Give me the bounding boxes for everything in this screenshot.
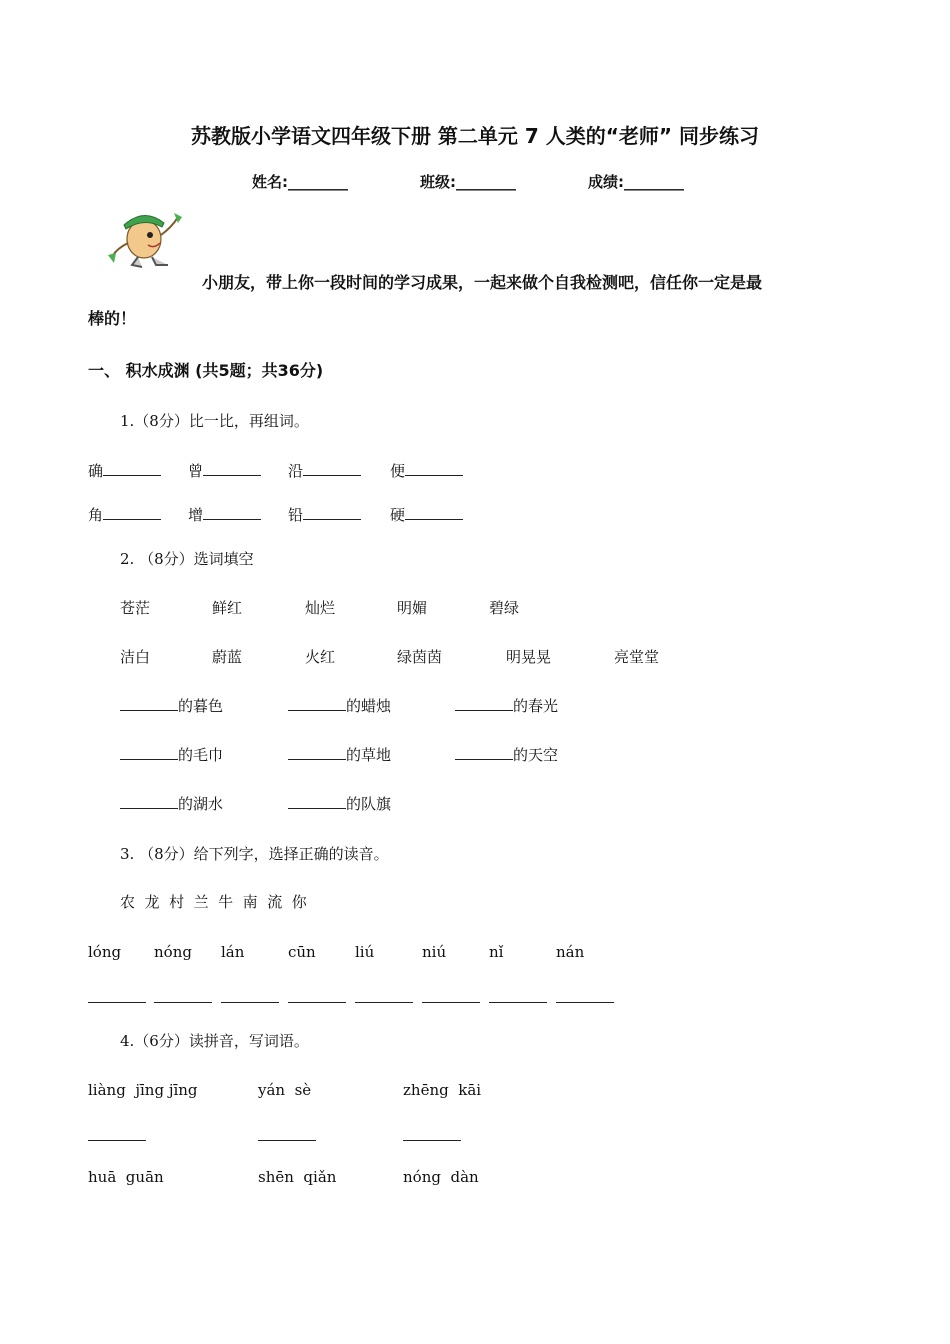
q2-fill-item[interactable]: 的毛巾 bbox=[120, 744, 223, 765]
q4-pinyin: zhēng kāi bbox=[403, 1081, 482, 1099]
q4-pinyin: nóng dàn bbox=[403, 1168, 479, 1186]
q4-pinyin: shēn qiǎn bbox=[258, 1168, 337, 1186]
q3-pinyin: cūn bbox=[288, 943, 316, 961]
q3-pinyin: nán bbox=[556, 943, 585, 961]
q2-fill-item[interactable]: 的暮色 bbox=[120, 695, 223, 716]
score-field[interactable]: 成绩:________ bbox=[588, 173, 684, 191]
answer-blank[interactable] bbox=[403, 1126, 461, 1141]
section-heading: 一、 积水成渊 (共5题；共36分) bbox=[88, 361, 324, 380]
q4-pinyin: huā guān bbox=[88, 1168, 164, 1186]
mascot-image bbox=[106, 205, 188, 271]
question-3-prompt: 3. （8分）给下列字，选择正确的读音。 bbox=[120, 845, 389, 863]
q1-item[interactable]: 铅 bbox=[288, 504, 361, 525]
q1-item[interactable]: 沿 bbox=[288, 460, 361, 481]
q3-pinyin: niú bbox=[422, 943, 447, 961]
q2-word: 苍茫 bbox=[120, 599, 151, 617]
q3-pinyin: nóng bbox=[154, 943, 192, 961]
answer-blank[interactable] bbox=[154, 988, 212, 1003]
q1-item[interactable]: 曾 bbox=[188, 460, 261, 481]
q2-fill-item[interactable]: 的春光 bbox=[455, 695, 558, 716]
q2-word: 明晃晃 bbox=[506, 648, 552, 666]
q2-word: 火红 bbox=[305, 648, 336, 666]
class-field[interactable]: 班级:________ bbox=[420, 173, 516, 191]
q2-fill-item[interactable]: 的草地 bbox=[288, 744, 391, 765]
intro-line-2: 棒的！ bbox=[88, 309, 137, 328]
q2-word: 亮堂堂 bbox=[614, 648, 660, 666]
q3-characters: 农 龙 村 兰 牛 南 流 你 bbox=[120, 893, 307, 911]
q2-word: 蔚蓝 bbox=[212, 648, 243, 666]
q3-pinyin: nǐ bbox=[489, 943, 504, 961]
q1-item[interactable]: 确 bbox=[88, 460, 161, 481]
q1-item[interactable]: 增 bbox=[188, 504, 261, 525]
q1-item[interactable]: 角 bbox=[88, 504, 161, 525]
q4-pinyin: liàng jīng jīng bbox=[88, 1081, 198, 1099]
q1-item[interactable]: 便 bbox=[390, 460, 463, 481]
q3-pinyin: liú bbox=[355, 943, 375, 961]
q2-word: 碧绿 bbox=[489, 599, 520, 617]
answer-blank[interactable] bbox=[422, 988, 480, 1003]
q2-fill-item[interactable]: 的队旗 bbox=[288, 793, 391, 814]
name-field[interactable]: 姓名:________ bbox=[252, 173, 348, 191]
q2-fill-item[interactable]: 的蜡烛 bbox=[288, 695, 391, 716]
answer-blank[interactable] bbox=[355, 988, 413, 1003]
q2-word: 明媚 bbox=[397, 599, 428, 617]
page-title: 苏教版小学语文四年级下册 第二单元 7 人类的“老师” 同步练习 bbox=[190, 124, 760, 148]
q4-pinyin: yán sè bbox=[258, 1081, 312, 1099]
q1-item[interactable]: 硬 bbox=[390, 504, 463, 525]
q2-fill-item[interactable]: 的湖水 bbox=[120, 793, 223, 814]
q2-word: 洁白 bbox=[120, 648, 151, 666]
answer-blank[interactable] bbox=[489, 988, 547, 1003]
question-1-prompt: 1.（8分）比一比，再组词。 bbox=[120, 412, 309, 430]
intro-line-1: 小朋友，带上你一段时间的学习成果，一起来做个自我检测吧，信任你一定是最 bbox=[202, 273, 763, 292]
answer-blank[interactable] bbox=[221, 988, 279, 1003]
q3-pinyin: lóng bbox=[88, 943, 122, 961]
answer-blank[interactable] bbox=[288, 988, 346, 1003]
answer-blank[interactable] bbox=[556, 988, 614, 1003]
answer-blank[interactable] bbox=[88, 1126, 146, 1141]
question-4-prompt: 4.（6分）读拼音，写词语。 bbox=[120, 1032, 309, 1050]
question-2-prompt: 2. （8分）选词填空 bbox=[120, 550, 254, 568]
answer-blank[interactable] bbox=[258, 1126, 316, 1141]
q2-fill-item[interactable]: 的天空 bbox=[455, 744, 558, 765]
q2-word: 鲜红 bbox=[212, 599, 243, 617]
answer-blank[interactable] bbox=[88, 988, 146, 1003]
q2-word: 灿烂 bbox=[305, 599, 336, 617]
q2-word: 绿茵茵 bbox=[397, 648, 443, 666]
q3-pinyin: lán bbox=[221, 943, 245, 961]
